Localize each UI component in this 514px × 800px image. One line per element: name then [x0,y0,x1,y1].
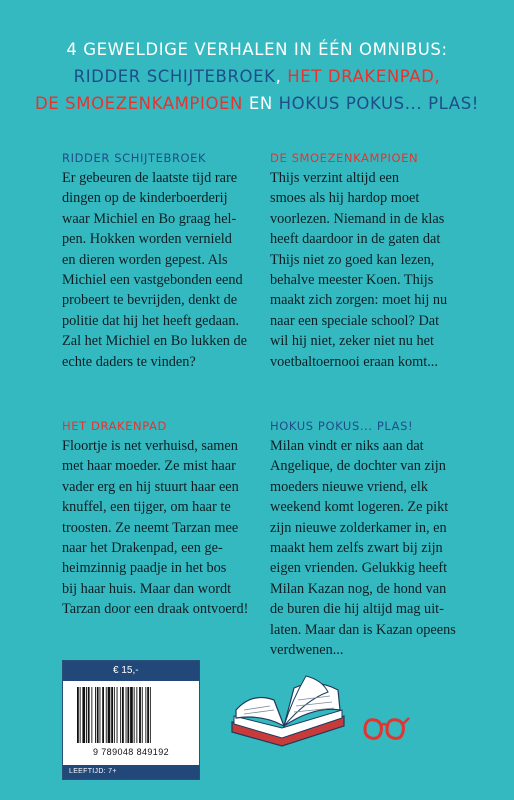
story-text: Milan vindt er niks aan dat Angelique, de dochter van zijn moeders nieuwe vriend, elk weekend komt logeren. Ze pikt zijn nieuwe zolderkamer in, en maakt hem zelfs zwart bij zijn eigen vrienden. Gelukkig heeft Milan Kazan nog, de hond van de buren die hij altijd mag uit- laten. Maar dan is Kazan opeens verdwenen... [270,438,456,659]
story-ridder-schijtebroek [62,151,280,372]
glasses-logo-icon [361,714,411,744]
story-text: Floortje is net verhuisd, samen met haar moeder. Ze mist haar vader erg en hij stuurt haar een knuffel, een tijger, om haar te troosten. Ze neemt Tarzan mee naar het Drakenpad, een ge- heimzinnig paadje in het bos bij haar huis. Maar dan wordt Tarzan door een draak ontvoerd! [62,438,249,618]
story-title: DE SMOEZENKAMPIOEN [270,151,419,165]
story-title: HET DRAKENPAD [62,419,167,433]
header-line-1: 4 GEWELDIGE VERHALEN IN ÉÉN OMNIBUS: [66,40,448,59]
isbn-number: 9 789048 849192 [92,747,170,757]
header-title-hokus: HOKUS POKUS... PLAS! [278,94,479,113]
header-title-drakenpad: HET DRAKENPAD [287,67,435,86]
barcode-icon [75,687,187,745]
story-title: RIDDER SCHIJTEBROEK [62,151,207,165]
header-separator: , [275,67,288,86]
header-line-3 [0,90,514,117]
header-and: EN [243,94,279,113]
barcode-box [62,660,200,780]
open-book-illustration-icon [222,670,352,750]
story-smoezenkampioen [270,151,488,372]
story-title: HOKUS POKUS... PLAS! [270,419,414,433]
cover-header [0,36,514,117]
story-text: Er gebeuren de laatste tijd rare dingen op de kinderboerderij waar Michiel en Bo graag hel- pen. Hokken worden vernield en dieren worden gepest. Als Michiel een vastgebonden eend probeert te bevrijden, denkt de politie dat hij het heeft gedaan. Zal het Michiel en Bo lukken de echte daders te vinden? [62,170,248,370]
age-label: LEEFTIJD: 7+ [63,765,199,779]
header-line-2 [0,63,514,90]
price-label: € 15,- [63,661,199,681]
story-drakenpad [62,419,280,620]
story-text: Thijs verzint altijd een smoes als hij hardop moet voorlezen. Niemand in de klas heeft daardoor in de gaten dat Thijs niet zo goed kan lezen, behalve meester Koen. Thijs maakt zich zorgen: moet hij nu naar een speciale school? Dat wil hij niet, zeker niet nu het voetbaltoernooi eraan komt... [270,170,448,370]
header-comma: , [434,67,441,86]
header-title-smoezen: DE SMOEZENKAMPIOEN [35,94,243,113]
header-title-ridder: RIDDER SCHIJTEBROEK [73,67,276,86]
story-hokus-pokus [270,419,488,660]
